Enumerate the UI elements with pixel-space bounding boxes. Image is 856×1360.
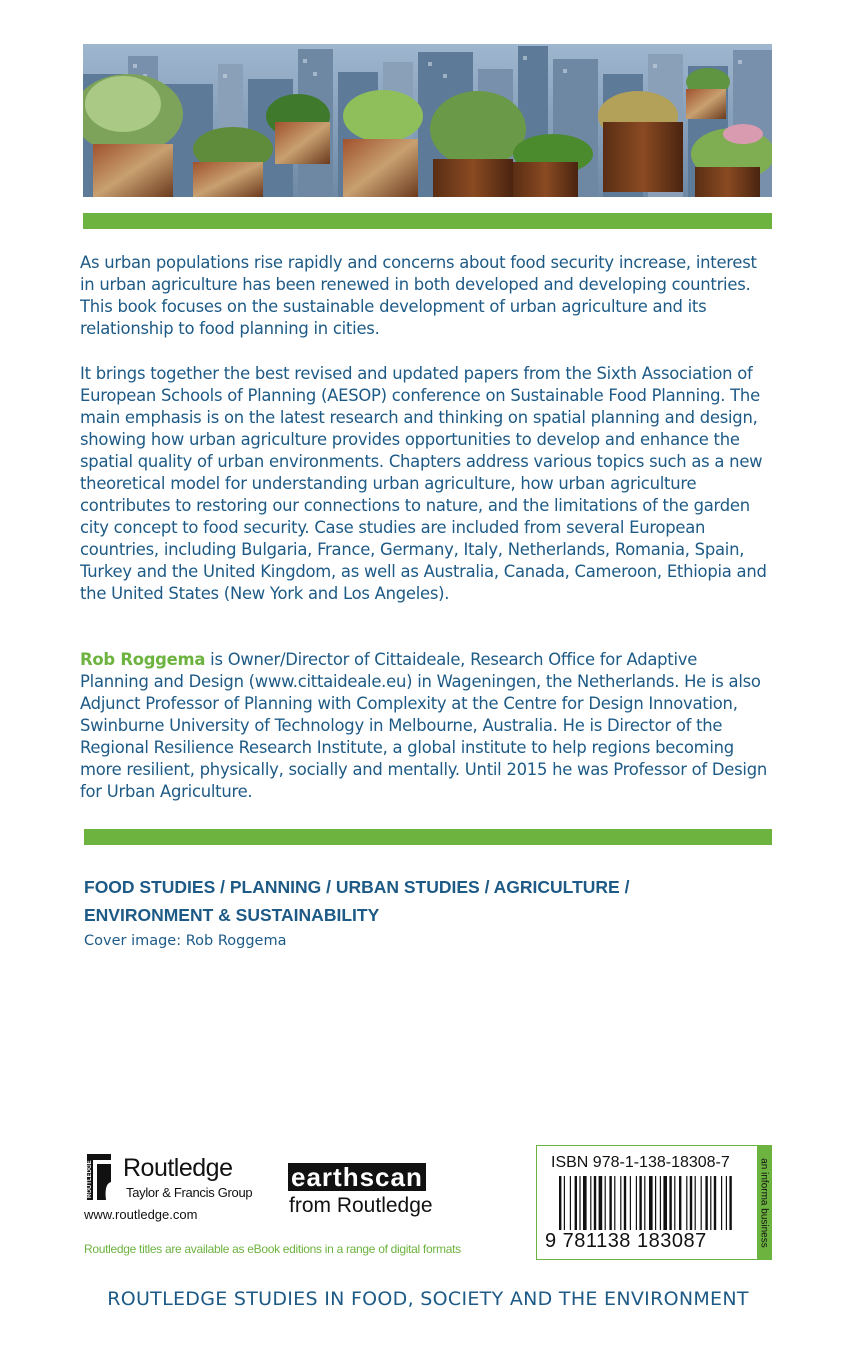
ebook-availability-note: Routledge titles are available as eBook editions in a range of digital formats xyxy=(84,1242,461,1256)
barcode-bar xyxy=(714,1176,716,1230)
barcode-bar xyxy=(594,1176,596,1230)
barcode-bar xyxy=(655,1176,656,1230)
barcode-bar xyxy=(721,1176,722,1230)
author-name: Rob Roggema xyxy=(80,650,206,669)
barcode-bar xyxy=(639,1176,641,1230)
barcode-bar xyxy=(583,1176,587,1230)
barcode-bar xyxy=(701,1176,702,1230)
earthscan-wordmark: earthscan xyxy=(288,1163,426,1191)
informa-strip xyxy=(757,1146,771,1259)
barcode-bar xyxy=(630,1176,631,1230)
barcode-bar xyxy=(624,1176,626,1230)
isbn-digits: 9 781138 183087 xyxy=(545,1230,707,1252)
barcode-bar xyxy=(710,1176,711,1230)
barcode-bar xyxy=(644,1176,645,1230)
top-accent-bar xyxy=(83,213,772,229)
barcode-bar xyxy=(729,1176,731,1230)
barcode-bar xyxy=(599,1176,603,1230)
routledge-url: www.routledge.com xyxy=(84,1207,198,1222)
barcode-icon xyxy=(559,1176,749,1234)
barcode-bar xyxy=(674,1176,675,1230)
barcode-bar xyxy=(590,1176,591,1230)
barcode-bar xyxy=(679,1176,681,1230)
cover-photo xyxy=(83,44,772,197)
barcode-bar xyxy=(575,1176,577,1230)
barcode-bar xyxy=(579,1176,580,1230)
author-bio xyxy=(80,649,770,803)
routledge-logo xyxy=(84,1152,274,1204)
routledge-name: Routledge xyxy=(123,1154,233,1182)
barcode-bar xyxy=(663,1176,667,1230)
routledge-mark-icon xyxy=(84,1152,114,1202)
barcode-bar xyxy=(570,1176,571,1230)
barcode-bar xyxy=(564,1176,565,1230)
cover-image-credit: Cover image: Rob Roggema xyxy=(84,933,287,949)
middle-accent-bar xyxy=(84,829,772,845)
isbn-barcode-box xyxy=(536,1145,772,1260)
barcode-bar xyxy=(695,1176,696,1230)
subject-line-1: FOOD STUDIES / PLANNING / URBAN STUDIES / AGRICULTURE / xyxy=(84,877,630,897)
barcode-bar xyxy=(705,1176,707,1230)
subject-categories xyxy=(84,873,784,929)
series-title: ROUTLEDGE STUDIES IN FOOD, SOCIETY AND THE ENVIRONMENT xyxy=(107,1288,749,1310)
earthscan-from-routledge: from Routledge xyxy=(289,1194,433,1217)
barcode-bar xyxy=(660,1176,661,1230)
barcode-bar xyxy=(620,1176,621,1230)
barcode-bar xyxy=(636,1176,637,1230)
barcode-bar xyxy=(686,1176,687,1230)
barcode-bar xyxy=(605,1176,606,1230)
earthscan-logo xyxy=(288,1163,453,1223)
barcode-bar xyxy=(559,1176,561,1230)
barcode-bar xyxy=(669,1176,671,1230)
informa-business-text: an informa business xyxy=(758,1157,770,1248)
barcode-bar xyxy=(726,1176,727,1230)
description-paragraph-1: As urban populations rise rapidly and concerns about food security increase, interest in urban agriculture has been renewed in both developed and developing countries. This book focuses on the sustainable development of urban agriculture and its relationship to food planning in cities. xyxy=(80,253,757,338)
subject-line-2: ENVIRONMENT & SUSTAINABILITY xyxy=(84,905,380,925)
description-paragraph-2: It brings together the best revised and updated papers from the Sixth Association of European Schools of Planning (AESOP) conference on Sustainable Food Planning. The main emphasis is on the latest research and thinking on spatial planning and design, showing how urban agriculture provides opportunities to develop and enhance the spatial quality of urban environments. Chapters address various topics such as a new theoretical model for understanding urban agriculture, how urban agriculture contributes to restoring our connections to nature, and the limitations of the garden city concept to food security. Case studies are included from several European countries, including Bulgaria, France, Germany, Italy, Netherlands, Romania, Spain, Turkey and the United Kingdom, as well as Australia, Canada, Cameroon, Ethiopia and the United States (New York and Los Angeles). xyxy=(80,364,767,603)
routledge-mark-text: ROUTLEDGE xyxy=(87,1160,93,1198)
isbn-label: ISBN 978-1-138-18308-7 xyxy=(551,1154,730,1171)
taylor-francis-group: Taylor & Francis Group xyxy=(126,1185,253,1200)
barcode-bar xyxy=(614,1176,615,1230)
barcode-bar xyxy=(649,1176,653,1230)
barcode-bar xyxy=(609,1176,611,1230)
barcode-bar xyxy=(690,1176,692,1230)
author-bio-text: is Owner/Director of Cittaideale, Research Office for Adaptive Planning and Design (www.cittaideale.eu) in Wageningen, the Netherlands. He is also Adjunct Professor of Planning with Complexity at the Centre for Design Innovation, Swinburne University of Technology in Melbourne, Australia. He is Director of the Regional Resilience Research Institute, a global institute to help regions becoming more resilient, physically, socially and mentally. Until 2015 he was Professor of Design for Urban Agriculture. xyxy=(80,650,768,801)
